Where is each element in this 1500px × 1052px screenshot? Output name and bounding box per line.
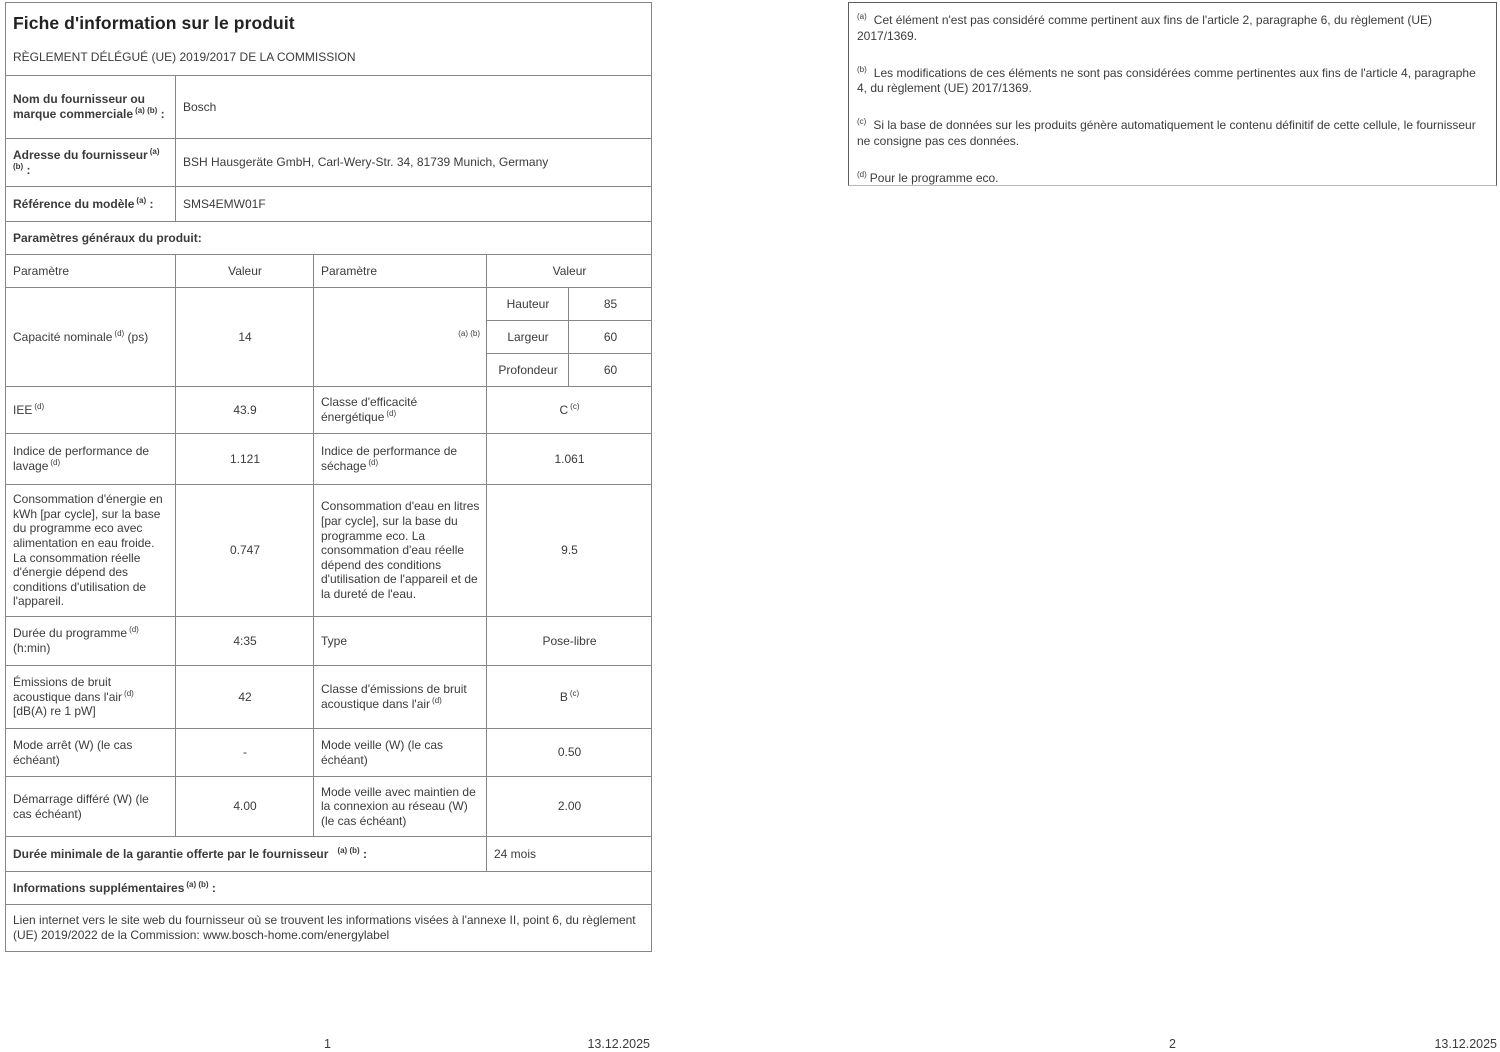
- footnote-d: [857, 171, 1484, 187]
- colon: :: [359, 846, 367, 861]
- param-value: 1.061: [554, 451, 585, 466]
- dimensions-cell: [314, 288, 487, 387]
- colon: :: [146, 196, 154, 211]
- param-value-cell: [176, 777, 314, 837]
- param-label: Type: [321, 633, 348, 648]
- footnote-ref: (a) (b): [337, 845, 360, 855]
- dimension-value-profondeur: 60: [569, 354, 652, 387]
- param-value: C: [559, 402, 569, 417]
- dimension-name-hauteur: Hauteur: [487, 288, 569, 321]
- param-label: Démarrage différé (W) (le cas échéant): [13, 791, 149, 821]
- param-label: Émissions de bruit acoustique dans l'air: [13, 675, 123, 704]
- capacity-unit: (ps): [124, 329, 149, 344]
- additional-info-row: [6, 872, 652, 905]
- param-label: Indice de performance de séchage: [321, 444, 458, 473]
- param-value: 0.50: [557, 745, 582, 760]
- footnote-ref: (a) (b): [458, 328, 480, 338]
- capacity-label-text: Capacité nominale: [13, 329, 113, 344]
- param-value-cell: [487, 387, 652, 434]
- dimension-name-largeur: Largeur: [487, 321, 569, 354]
- param-label: Mode arrêt (W) (le cas échéant): [13, 737, 133, 767]
- param-label: Consommation d'eau en litres [par cycle], sur la base du programme eco. La consommation d'eau réelle dépend des conditions d'utilisation de l'appareil et de la dureté de l'eau.: [321, 499, 480, 602]
- footnote-text: Si la base de données sur les produits génère automatiquement le contenu définitif de cette cellule, le fournisseur ne consigne pas ces données.: [857, 118, 1476, 149]
- model-reference-value: SMS4EMW01F: [176, 187, 652, 222]
- supplier-link-text: Lien internet vers le site web du fournisseur où se trouvent les informations visées à l'annexe II, point 6, du règlement (UE) 2019/2022 de la Commission: www.bosch-home.com/energylabel: [6, 905, 652, 952]
- param-value: Pose-libre: [542, 633, 597, 648]
- footnote-marker: (d): [857, 169, 867, 179]
- footnote-ref: (a): [136, 195, 147, 205]
- footnote-b: [857, 66, 1484, 98]
- param-value-cell: [487, 485, 652, 617]
- param-label-cell: [6, 387, 176, 434]
- param-suffix: (h:min): [13, 641, 51, 655]
- table-row-delayed-start: [6, 777, 652, 837]
- param-value: 42: [238, 689, 252, 704]
- model-reference-label-text: Référence du modèle: [13, 196, 135, 211]
- footnote-ref: (a) (b): [135, 106, 158, 115]
- footnote-ref: (d): [114, 328, 125, 338]
- param-value: 2.00: [557, 799, 582, 814]
- table-row-noise: [6, 666, 652, 729]
- regulation-subtitle: RÈGLEMENT DÉLÉGUÉ (UE) 2019/2017 DE LA COMMISSION: [13, 50, 356, 65]
- param-label: Mode veille (W) (le cas échéant): [321, 737, 444, 767]
- param-label-cell: [314, 777, 487, 837]
- footnote-c: [857, 118, 1484, 150]
- param-value: 43.9: [233, 402, 257, 417]
- page-title: Fiche d'information sur le produit: [13, 13, 295, 34]
- param-label: Classe d'efficacité énergétique: [321, 395, 418, 424]
- page1-date: 13.12.2025: [587, 1037, 650, 1051]
- footnote-ref: (c): [570, 401, 580, 411]
- param-value-cell: [176, 485, 314, 617]
- param-label-cell: [314, 434, 487, 485]
- param-label-cell: [6, 617, 176, 666]
- footnote-ref: (d): [50, 458, 61, 467]
- table-row-duration: [6, 617, 652, 666]
- param-value-cell: [176, 729, 314, 777]
- footnotes-box: [848, 2, 1497, 186]
- supplier-address-value: BSH Hausgeräte GmbH, Carl-Wery-Str. 34, 81739 Munich, Germany: [176, 139, 652, 187]
- footnote-ref: (d): [129, 625, 139, 635]
- colon: :: [157, 107, 165, 121]
- additional-info-label-text: Informations supplémentaires: [13, 880, 185, 895]
- dimension-value-largeur: 60: [569, 321, 652, 354]
- page1-number: 1: [324, 1037, 331, 1051]
- param-label-cell: [6, 666, 176, 729]
- table-row-performance: [6, 434, 652, 485]
- general-params-heading: Paramètres généraux du produit:: [6, 222, 652, 255]
- param-label-cell: [6, 434, 176, 485]
- supplier-name-label-text: Nom du fournisseur ou marque commerciale: [13, 92, 145, 121]
- supplier-name-label: [6, 76, 176, 139]
- param-suffix: [dB(A) re 1 pW]: [13, 704, 96, 719]
- param-label-cell: [314, 485, 487, 617]
- footnote-text: Pour le programme eco.: [869, 170, 999, 185]
- colon: :: [208, 880, 216, 895]
- param-label: Mode veille avec maintien de la connexion au réseau (W) (le cas échéant): [321, 784, 476, 828]
- warranty-label: [6, 837, 487, 872]
- column-header-row: [6, 255, 652, 288]
- model-reference-label: [6, 187, 176, 222]
- table-row-iee: [6, 387, 652, 434]
- param-label-cell: [314, 387, 487, 434]
- param-value: -: [243, 745, 247, 760]
- title-row: [6, 3, 652, 76]
- col-header-value-right: Valeur: [487, 255, 652, 288]
- footnote-ref: (d): [124, 688, 134, 698]
- general-params-heading-row: [6, 222, 652, 255]
- param-label-cell: [314, 617, 487, 666]
- col-header-value-left: Valeur: [176, 255, 314, 288]
- supplier-name-row: [6, 76, 652, 139]
- param-value-cell: [487, 777, 652, 837]
- supplier-address-row: [6, 139, 652, 187]
- param-label: Classe d'émissions de bruit acoustique dans l'air: [321, 682, 467, 711]
- col-header-parameter-right: Paramètre: [314, 255, 487, 288]
- param-label-cell: [314, 666, 487, 729]
- param-label-cell: [6, 777, 176, 837]
- warranty-value: 24 mois: [487, 837, 652, 872]
- warranty-row: [6, 837, 652, 872]
- param-value: B: [559, 689, 568, 704]
- param-label-cell: [6, 729, 176, 777]
- capacity-row: [6, 288, 652, 321]
- supplier-name-value: Bosch: [176, 76, 652, 139]
- supplier-address-label: [6, 139, 176, 187]
- additional-info-label: [6, 872, 652, 905]
- param-label: Consommation d'énergie en kWh [par cycle], sur la base du programme eco avec alimentation en eau froide. La consommation réelle d'énergie dépend des conditions d'utilisation de l'appareil.: [13, 492, 163, 609]
- supplier-address-label-text: Adresse du fournisseur: [13, 147, 148, 162]
- table-row-consumption: [6, 485, 652, 617]
- param-value-cell: [176, 666, 314, 729]
- footnote-a: [857, 13, 1484, 45]
- product-fiche-table: [5, 2, 652, 952]
- param-value-cell: [487, 434, 652, 485]
- footnote-marker: (b): [857, 64, 867, 74]
- param-value-cell: [487, 666, 652, 729]
- param-value-cell: [487, 617, 652, 666]
- footnote-ref: (d): [386, 409, 397, 418]
- param-value: 4:35: [233, 633, 257, 648]
- param-value-cell: [176, 434, 314, 485]
- footnote-ref: (d): [34, 401, 45, 411]
- footnote-marker: (c): [857, 117, 867, 127]
- param-value-cell: [176, 387, 314, 434]
- col-header-parameter-left: Paramètre: [6, 255, 176, 288]
- footnote-marker: (a): [857, 12, 867, 21]
- footnote-ref: (d): [432, 696, 442, 705]
- param-label: IEE: [13, 402, 33, 417]
- param-value: 0.747: [229, 543, 261, 558]
- capacity-label: [6, 288, 176, 387]
- footnote-text: Cet élément n'est pas considéré comme pertinent aux fins de l'article 2, paragraphe 6, du règlement (UE) 2017/1369.: [857, 13, 1432, 43]
- param-value: 9.5: [561, 543, 578, 558]
- footnote-text: Les modifications de ces éléments ne sont pas considérées comme pertinentes aux fins de l'article 4, paragraphe 4, du règlement (UE) 2017/1369.: [857, 65, 1476, 96]
- capacity-value: 14: [176, 288, 314, 387]
- link-row: [6, 905, 652, 952]
- model-reference-row: [6, 187, 652, 222]
- dimension-name-profondeur: Profondeur: [487, 354, 569, 387]
- footnote-ref: (d): [368, 458, 379, 467]
- param-value: 4.00: [233, 799, 257, 814]
- param-label: Durée du programme: [13, 626, 128, 641]
- param-value: 1.121: [229, 451, 261, 466]
- footnote-ref: (c): [569, 688, 580, 698]
- param-value-cell: [176, 617, 314, 666]
- dimension-value-hauteur: 85: [569, 288, 652, 321]
- page2-number: 2: [1169, 1037, 1176, 1051]
- footnote-ref: (a) (b): [13, 146, 160, 171]
- colon: :: [23, 162, 31, 177]
- param-label-cell: [314, 729, 487, 777]
- table-row-off-mode: [6, 729, 652, 777]
- param-label: Indice de performance de lavage: [13, 444, 150, 473]
- warranty-label-text: Durée minimale de la garantie offerte par le fournisseur: [13, 846, 329, 861]
- param-value-cell: [487, 729, 652, 777]
- param-label-cell: [6, 485, 176, 617]
- footnote-ref: (a) (b): [186, 879, 209, 889]
- title-cell: [6, 3, 652, 76]
- page2-date: 13.12.2025: [1434, 1037, 1497, 1051]
